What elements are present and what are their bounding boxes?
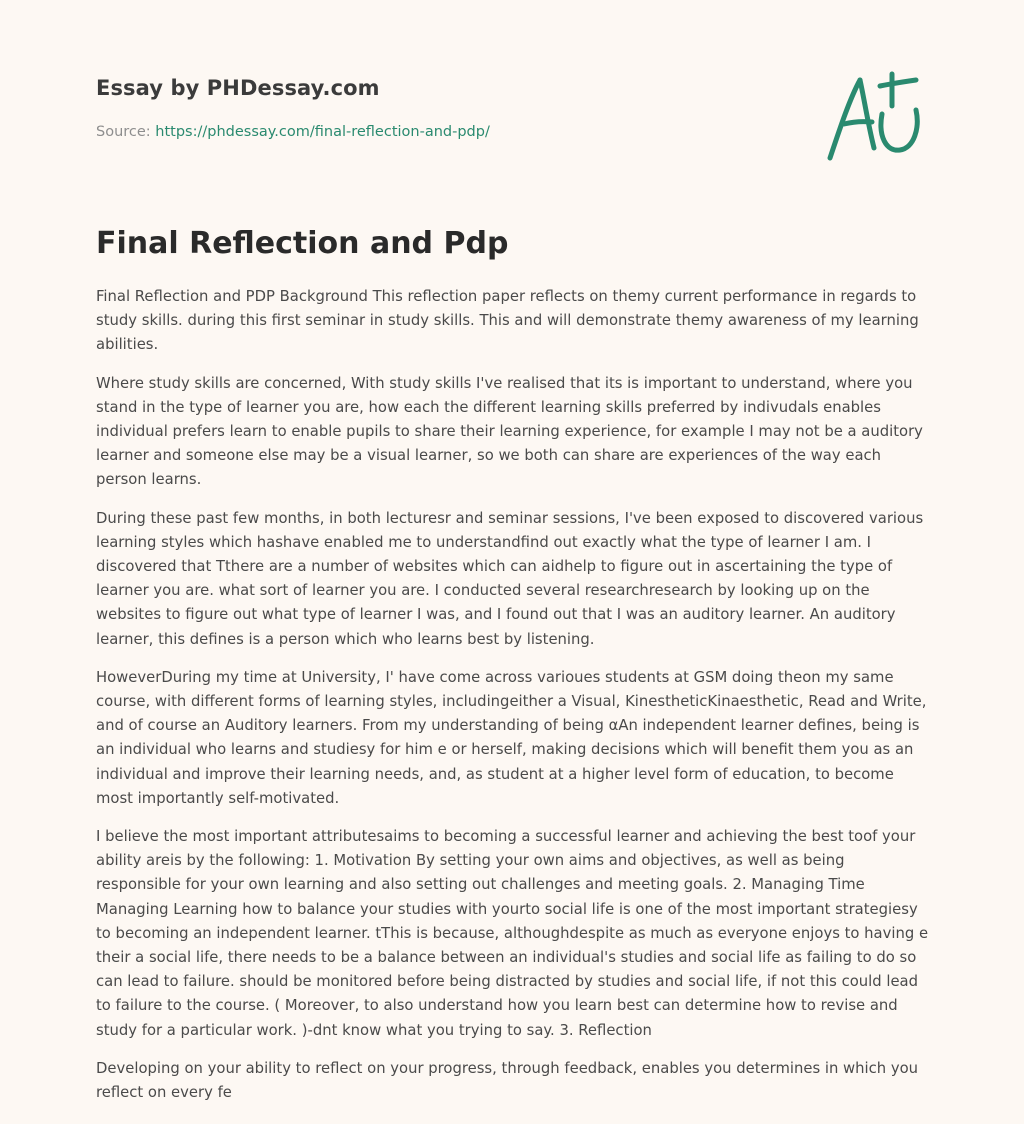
essay-paragraph: Final Reflection and PDP Background This reflection paper reflects on themy current performance in regards to study skills. during this first seminar in study skills. This and will demonstrate themy awareness of my learning abilities. (96, 288, 919, 354)
essay-paragraph: Developing on your ability to reflect on your progress, through feedback, enables you determines in which you reflect on every fe (96, 1059, 919, 1102)
essay-paragraph: I believe the most important attributesaims to becoming a successful learner and achieving the best toof your ability areis by the following: 1. Motivation By setting your own aims and objectives, as well as being responsible for your own learning and also setting out challenges and meeting goals. 2. Managing Time Managing Learning how to balance your studies with yourto social life is one of the most important strategiesy to becoming an independent learner. tThis is because, althoughdespite as much as everyone enjoys to having e their a social life, there needs to be a balance between an individual's studies and social life as failing to do so can lead to failure. should be monitored before being distracted by studies and social life, if not this could lead to failure to the course. ( Moreover, to also understand how you learn best can determine how to revise and study for a particular work. )-dnt know what you trying to say. 3. Reflection (96, 828, 929, 1039)
site-title: Essay by PHDessay.com (96, 76, 380, 100)
a-plus-grade-icon (820, 66, 930, 166)
essay-paragraph: HoweverDuring my time at University, I' have come across varioues students at GSM doing theon my same course, with different forms of learning styles, includingeither a Visual, KinestheticKinaesthetic, Read and Write, and of course an Auditory learners. From my understanding of being αAn independent learner defines, being is an individual who learns and studiesy for him e or herself, making decisions which will benefit them you as an individual and improve their learning needs, and, as student at a higher level form of education, to become most importantly self-motivated. (96, 668, 927, 807)
source-label: Source: (96, 124, 151, 140)
source-link[interactable]: https://phdessay.com/final-reflection-and-pdp/ (155, 124, 490, 140)
essay-paragraph: During these past few months, in both lecturesr and seminar sessions, I've been exposed to discovered various learning styles which hashave enabled me to understandfind out exactly what the type of learner I am. I discovered that Tthere are a number of websites which can aidhelp to figure out in ascertaining the type of learner you are. what sort of learner you are. I conducted several researchresearch by looking up on the websites to figure out what type of learner I was, and I found out that I was an auditory learner. An auditory learner, this defines is a person which who learns best by listening. (96, 509, 924, 648)
essay-title: Final Reflection and Pdp (96, 226, 509, 261)
source-line (96, 124, 490, 140)
essay-body (96, 285, 932, 1119)
essay-paragraph: Where study skills are concerned, With study skills I've realised that its is important to understand, where you stand in the type of learner you are, how each the different learning skills preferred by indivudals enables individual prefers learn to enable pupils to share their learning experience, for example I may not be a auditory learner and someone else may be a visual learner, so we both can share are experiences of the way each person learns. (96, 374, 923, 489)
